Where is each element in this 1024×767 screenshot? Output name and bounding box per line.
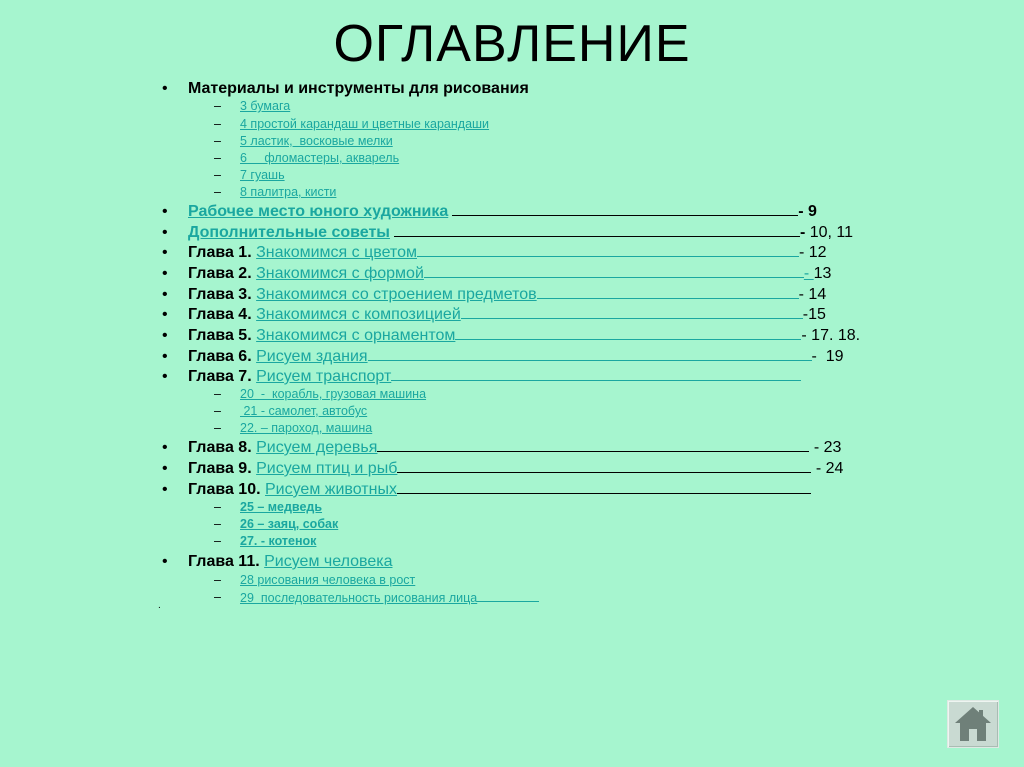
toc-link-bear[interactable]: 25 – медведь — [240, 500, 323, 514]
toc-link-gouache[interactable]: 7 гуашь — [240, 168, 285, 182]
leader-line — [452, 203, 798, 216]
toc-link-chapter-5[interactable]: Знакомимся с орнаментом — [256, 327, 456, 344]
bullet: • — [162, 481, 168, 498]
stray-dot: . — [158, 600, 161, 611]
bullet: • — [162, 368, 168, 385]
toc-link-paper[interactable]: 3 бумага — [240, 99, 291, 113]
page-number: 10, 11 — [805, 224, 854, 241]
leader-line — [424, 265, 804, 278]
bullet: • — [162, 460, 168, 477]
bullet: • — [162, 553, 168, 570]
toc-link-chapter-8[interactable]: Рисуем деревья — [256, 439, 378, 456]
page-title: ОГЛАВЛЕНИЕ — [333, 15, 691, 73]
bullet: • — [162, 286, 168, 303]
page-number: - 24 — [811, 460, 844, 477]
toc-link-steamship-car[interactable]: 22. – пароход, машина — [240, 421, 373, 435]
dash: – — [214, 590, 221, 604]
chapter-prefix: Глава 11. — [188, 553, 260, 570]
bullet: • — [162, 244, 168, 261]
chapter-prefix: Глава 5. — [188, 327, 252, 344]
toc-row-workplace — [188, 202, 817, 222]
toc-link-figure-full[interactable]: 28 рисования человека в рост — [240, 573, 416, 587]
toc-link-palette[interactable]: 8 палитра, кисти — [240, 185, 337, 199]
chapter-prefix: Глава 7. — [188, 368, 252, 385]
toc-link-markers[interactable]: 6 фломастеры, акварель — [240, 151, 400, 165]
toc-row-chapter-1 — [188, 243, 827, 263]
leader-line — [455, 327, 801, 340]
dash: – — [214, 117, 221, 131]
toc-link-chapter-6[interactable]: Рисуем здания — [256, 348, 368, 365]
leader-line — [477, 589, 539, 602]
toc-link-chapter-1[interactable]: Знакомимся с цветом — [256, 244, 417, 261]
dash: – — [214, 151, 221, 165]
chapter-prefix: Глава 6. — [188, 348, 252, 365]
toc-link-chapter-9[interactable]: Рисуем птиц и рыб — [256, 460, 398, 477]
dash: – — [214, 534, 221, 548]
toc-link-advice[interactable]: Дополнительные советы — [188, 224, 390, 241]
bullet: • — [162, 348, 168, 365]
toc-link-kitten[interactable]: 27. - котенок — [240, 534, 317, 548]
toc-link-chapter-3[interactable]: Знакомимся со строением предметов — [256, 286, 537, 303]
chapter-prefix: Глава 10. — [188, 481, 261, 498]
toc-row-chapter-3 — [188, 285, 826, 305]
chapter-prefix: Глава 3. — [188, 286, 252, 303]
section-materials-heading: Материалы и инструменты для рисования — [188, 80, 529, 97]
toc-row-advice — [188, 223, 853, 243]
toc-row-chapter-7 — [188, 367, 801, 387]
dash: – — [214, 517, 221, 531]
leader-line — [394, 224, 800, 237]
dash: – — [214, 500, 221, 514]
bullet: • — [162, 265, 168, 282]
leader-line — [397, 460, 811, 473]
toc-row-chapter-9 — [188, 459, 843, 479]
dash: – — [214, 134, 221, 148]
toc-link-workplace[interactable]: Рабочее место юного художника — [188, 203, 449, 220]
page-number: 13 — [813, 265, 832, 282]
dash: – — [214, 185, 221, 199]
home-button[interactable] — [947, 700, 999, 748]
toc-link-chapter-4[interactable]: Знакомимся с композицией — [256, 306, 461, 323]
dash: – — [214, 573, 221, 587]
toc-link-chapter-10[interactable]: Рисуем животных — [265, 481, 397, 498]
chapter-prefix: Глава 8. — [188, 439, 252, 456]
leader-line — [417, 244, 799, 257]
toc-link-eraser[interactable]: 5 ластик, восковые мелки — [240, 134, 393, 148]
page-number: - 9 — [798, 203, 817, 220]
page-number: -15 — [802, 306, 826, 323]
bullet: • — [162, 80, 168, 97]
leader-line — [368, 348, 812, 361]
page-number: - 12 — [798, 244, 827, 261]
toc-link-ship-truck[interactable]: 20 - корабль, грузовая машина — [240, 387, 427, 401]
toc-row-chapter-4 — [188, 305, 826, 325]
dash: – — [214, 404, 221, 418]
toc-link-chapter-11[interactable]: Рисуем человека — [264, 553, 393, 570]
toc-row-chapter-6 — [188, 347, 844, 367]
bullet: • — [162, 306, 168, 323]
chapter-prefix: Глава 1. — [188, 244, 252, 261]
toc-row-chapter-11 — [188, 552, 392, 572]
dash: – — [214, 168, 221, 182]
house-icon — [948, 701, 998, 747]
page-dash: - — [799, 224, 806, 241]
toc-link-chapter-2[interactable]: Знакомимся с формой — [256, 265, 424, 282]
page-number: - 23 — [809, 439, 842, 456]
toc-row-face — [240, 589, 539, 606]
toc-row-chapter-5 — [188, 326, 860, 346]
page-number: - 19 — [811, 348, 844, 365]
dash: – — [214, 99, 221, 113]
chapter-prefix: Глава 9. — [188, 460, 252, 477]
page-dash: - — [803, 265, 814, 282]
page-number: - 14 — [798, 286, 827, 303]
leader-line — [537, 286, 799, 299]
toc-row-chapter-8 — [188, 438, 841, 458]
toc-link-chapter-7[interactable]: Рисуем транспорт — [256, 368, 392, 385]
leader-line — [391, 368, 801, 381]
chapter-prefix: Глава 2. — [188, 265, 252, 282]
toc-link-face[interactable]: 29 последовательность рисования лица — [240, 591, 478, 605]
dash: – — [214, 387, 221, 401]
toc-row-chapter-10 — [188, 480, 811, 500]
bullet: • — [162, 439, 168, 456]
toc-link-plane-bus[interactable]: 21 - самолет, автобус — [240, 404, 368, 418]
toc-link-pencils[interactable]: 4 простой карандаш и цветные карандаши — [240, 117, 490, 131]
dash: – — [214, 421, 221, 435]
leader-line — [377, 439, 809, 452]
leader-line — [397, 481, 811, 494]
toc-row-chapter-2 — [188, 264, 831, 284]
leader-line — [461, 306, 803, 319]
chapter-prefix: Глава 4. — [188, 306, 252, 323]
bullet: • — [162, 224, 168, 241]
bullet: • — [162, 327, 168, 344]
page-number: - 17. 18. — [801, 327, 861, 344]
toc-link-hare-dog[interactable]: 26 – заяц, собак — [240, 517, 339, 531]
bullet: • — [162, 203, 168, 220]
